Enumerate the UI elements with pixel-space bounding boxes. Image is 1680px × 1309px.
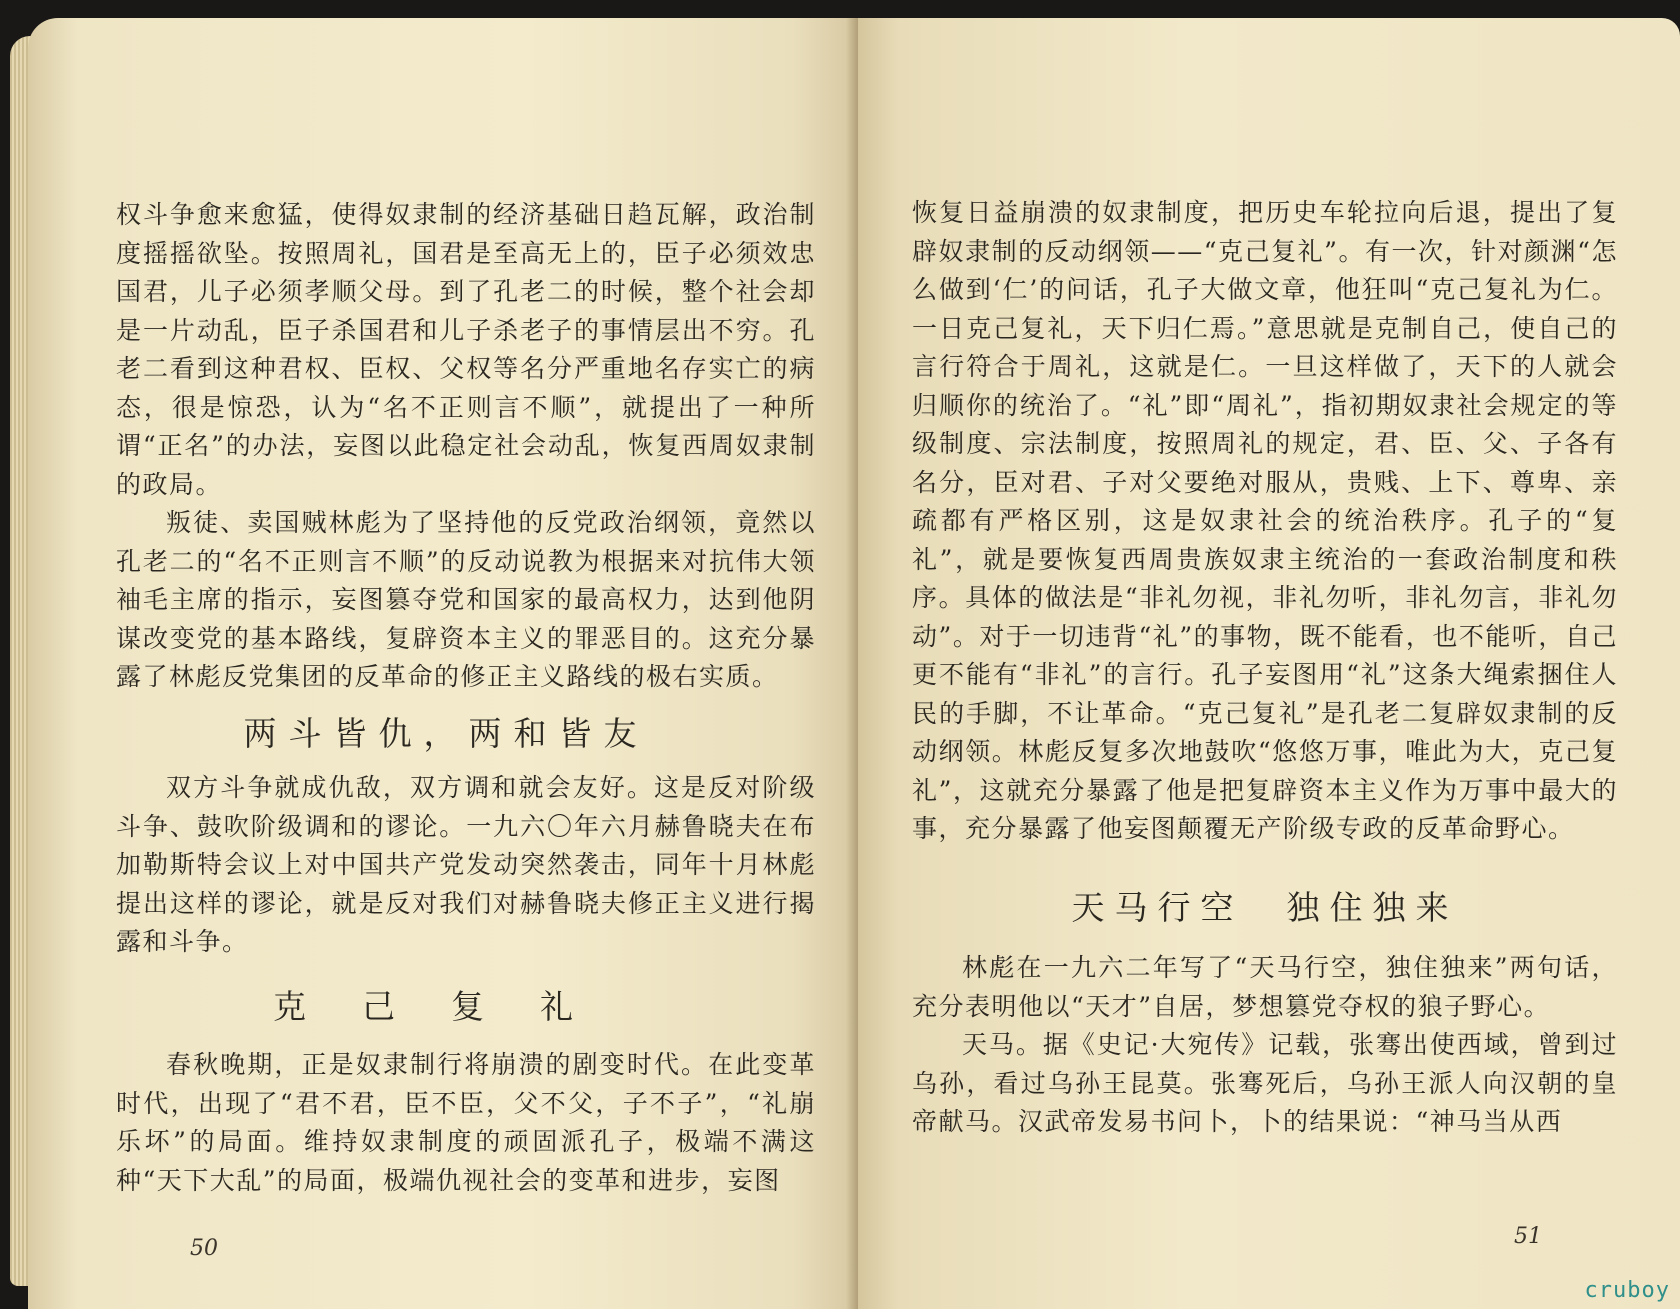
watermark-text: cruboy: [1584, 1278, 1670, 1303]
page-number-right: 51: [1514, 1224, 1542, 1249]
right-paragraph-1: 恢复日益崩溃的奴隶制度，把历史车轮拉向后退，提出了复辟奴隶制的反动纲领——“克己复礼”。有一次，针对颜渊“怎么做到‘仁’的问话，孔子大做文章，他狂叫“克己复礼为仁。一日克己复礼，天下归仁焉。”意思就是克制自己，使自己的言行符合于周礼，这就是仁。一旦这样做了，天下的人就会归顺你的统治了。“礼”即“周礼”，指初期奴隶社会规定的等级制度、宗法制度，按照周礼的规定，君、臣、父、子各有名分，臣对君、子对父要绝对服从，贵贱、上下、尊卑、亲疏都有严格区别，这是奴隶社会的统治秩序。孔子的“复礼”，就是要恢复西周贵族奴隶主统治的一套政治制度和秩序。具体的做法是“非礼勿视，非礼勿听，非礼勿言，非礼勿动”。对于一切违背“礼”的事物，既不能看，也不能听，自己更不能有“非礼”的言行。孔子妄图用“礼”这条大绳索捆住人民的手脚，不让革命。“克己复礼”是孔老二复辟奴隶制的反动纲领。林彪反复多次地鼓吹“悠悠万事，唯此为大，克己复礼”，这就充分暴露了他是把复辟资本主义作为万事中最大的事，充分暴露了他妄图颠覆无产阶级专政的反革命野心。: [912, 198, 1618, 843]
left-paragraph-2: 叛徒、卖国贼林彪为了坚持他的反党政治纲领，竟然以孔老二的“名不正则言不顺”的反动说教为根据来对抗伟大领袖毛主席的指示，妄图篡夺党和国家的最高权力，达到他阴谋改变党的基本路线，复辟资本主义的罪恶目的。这充分暴露了林彪反党集团的反革命的修正主义路线的极右实质。: [116, 508, 816, 691]
left-paragraph-4: 春秋晚期，正是奴隶制行将崩溃的剧变时代。在此变革时代，出现了“君不君，臣不臣，父不父，子不子”，“礼崩乐坏”的局面。维持奴隶制度的顽固派孔子，极端不满这种“天下大乱”的局面，极端仇视社会的变革和进步，妄图: [116, 1050, 816, 1195]
left-paragraph-1: 权斗争愈来愈猛，使得奴隶制的经济基础日趋瓦解，政治制度摇摇欲坠。按照周礼，国君是至高无上的，臣子必须效忠国君，儿子必须孝顺父母。到了孔老二的时候，整个社会却是一片动乱，臣子杀国君和儿子杀老子的事情层出不穷。孔老二看到这种君权、臣权、父权等名分严重地名存实亡的病态，很是惊恐，认为“名不正则言不顺”，就提出了一种所谓“正名”的办法，妄图以此稳定社会动乱，恢复西周奴隶制的政局。: [116, 200, 816, 499]
left-page: [28, 18, 858, 1309]
heading-tian-ma: 天马行空 独住独来: [1071, 887, 1459, 927]
right-text-column: [912, 194, 1618, 1142]
left-text-column: [116, 196, 816, 1200]
left-paragraph-3: 双方斗争就成仇敌，双方调和就会友好。这是反对阶级斗争、鼓吹阶级调和的谬论。一九六〇年六月赫鲁晓夫在布加勒斯特会议上对中国共产党发动突然袭击，同年十月林彪提出这样的谬论，就是反对我们对赫鲁晓夫修正主义进行揭露和斗争。: [116, 773, 816, 956]
right-paragraph-3: 天马。据《史记·大宛传》记载，张骞出使西域，曾到过乌孙，看过乌孙王昆莫。张骞死后，乌孙王派人向汉朝的皇帝献马。汉武帝发易书问卜，卜的结果说：“神马当从西: [912, 1030, 1618, 1136]
heading-liang-dou: 两斗皆仇，两和皆友: [243, 713, 649, 753]
heading-ke-ji-fu-li: 克己复礼: [273, 986, 629, 1026]
right-paragraph-2: 林彪在一九六二年写了“天马行空，独住独来”两句话，充分表明他以“天才”自居，梦想篡党夺权的狼子野心。: [912, 953, 1618, 1021]
page-number-left: 50: [190, 1236, 218, 1261]
right-page: [858, 18, 1680, 1309]
